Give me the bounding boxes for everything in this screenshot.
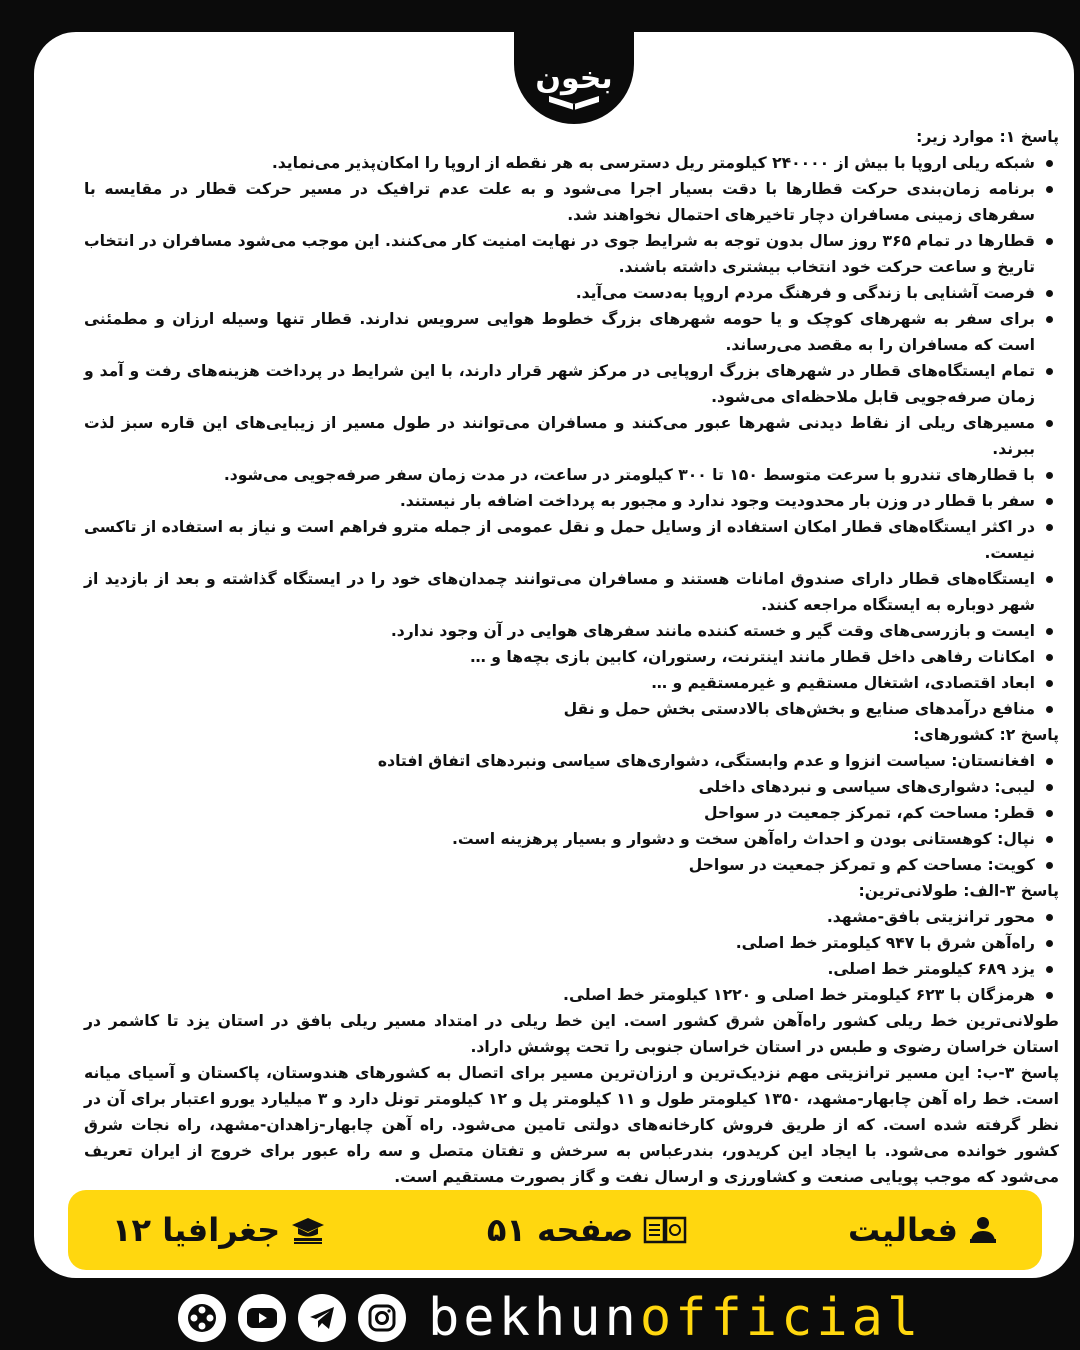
list-item: نپال: کوهستانی بودن و احداث راه‌آهن سخت و دشوار و بسیار پرهزینه است. [84,826,1035,852]
activity-label-group [848,1211,998,1249]
telegram-icon[interactable] [298,1294,346,1342]
list-item: محور ترانزیتی بافق-مشهد. [84,904,1035,930]
open-book-icon [643,1215,687,1245]
list-item: منافع درآمدهای صنایع و بخش‌های بالادستی بخش حمل و نقل [84,696,1035,722]
list-item: تمام ایستگاه‌های قطار در شهرهای بزرگ اروپایی در مرکز شهر قرار دارند، با این شرایط در پرداخت هزینه‌های رفت و آمد و زمان صرفه‌جویی قابل ملاحظه‌ای می‌شود. [84,358,1035,410]
svg-text:بخون: بخون [535,61,613,96]
answer3a-paragraph: طولانی‌ترین خط ریلی کشور راه‌آهن شرق کشور است. این خط ریلی در امتداد مسیر ریلی بافق در استان یزد تا کاشمر در استان خراسان رضوی و طبس در استان خراسان جنوبی را تحت پوشش داراد. [84,1012,1059,1056]
list-item: لیبی: دشواری‌های سیاسی و نبردهای داخلی [84,774,1035,800]
social-icons [178,1294,406,1342]
list-item: فرصت آشنایی با زندگی و فرهنگ مردم اروپا به‌دست می‌آید. [84,280,1035,306]
answer2-heading: پاسخ ۲: کشورهای: [913,726,1059,744]
answer3a-heading: پاسخ ۳-الف: طولانی‌ترین: [858,882,1059,900]
page-label-group [487,1211,688,1249]
list-item: هرمزگان با ۶۲۳ کیلومتر خط اصلی و ۱۲۲۰ کیلومتر خط اصلی. [84,982,1035,1008]
subject-label: جغرافیا ۱۲ [112,1211,281,1249]
content-card [34,32,1074,1278]
brand-name-part2: official [639,1288,923,1348]
list-item: با قطارهای تندرو با سرعت متوسط ۱۵۰ تا ۳۰۰ کیلومتر در ساعت، در مدت زمان سفر صرفه‌جویی می‌شود. [84,462,1035,488]
graduation-cap-icon [290,1215,326,1245]
list-item: در اکثر ایستگاه‌های قطار امکان استفاده از وسایل حمل و نقل عمومی از جمله مترو فراهم است و نیاز به استفاده از تاکسی نیست. [84,514,1035,566]
film-reel-icon[interactable] [178,1294,226,1342]
page-label: صفحه ۵۱ [486,1211,634,1249]
answer1-heading: پاسخ ۱: موارد زیر: [916,128,1059,146]
instagram-icon[interactable] [358,1294,406,1342]
answer1-list [84,150,1059,722]
list-item: قطارها در تمام ۳۶۵ روز سال بدون توجه به شرایط جوی در نهایت امنیت کار می‌کنند. این موجب می‌شود مسافران در انتخاب تاریخ و ساعت حرکت خود انتخاب بیشتری داشته باشند. [84,228,1035,280]
brand-name-part1: bekhun [428,1288,640,1348]
activity-label: فعالیت [848,1211,958,1249]
list-item: برنامه زمان‌بندی حرکت قطارها با دقت بسیار اجرا می‌شود و به علت عدم ترافیک در مسیر حرکت قطار در مقایسه با سفرهای زمینی مسافران دچار تاخیرهای احتمال نخواهند شد. [84,176,1035,228]
list-item: شبکه ریلی اروپا با بیش از ۲۴۰۰۰۰ کیلومتر ریل دسترسی به هر نقطه از اروپا را امکان‌پذیر می‌نماید. [84,150,1035,176]
list-item: مسیرهای ریلی از نقاط دیدنی شهرها عبور می‌کنند و مسافران می‌توانند در طول مسیر از زیبایی‌های این قاره سبز لذت ببرند. [84,410,1035,462]
list-item: افغانستان: سیاست انزوا و عدم وابستگی، دشواری‌های سیاسی ونبردهای اتفاق افتاده [84,748,1035,774]
list-item: برای سفر به شهرهای کوچک و یا حومه شهرهای بزرگ خطوط هوایی سرویس ندارند. قطار تنها وسیله ارزان و مطمئنی است که مسافران را به مقصد می‌رساند. [84,306,1035,358]
brand-name [428,1288,922,1348]
bekhun-logo [514,32,634,124]
answers-content [84,124,1059,1190]
youtube-icon[interactable] [238,1294,286,1342]
bekhun-logo-icon [529,36,619,120]
list-item: امکانات رفاهی داخل قطار مانند اینترنت، رستوران، کابین بازی بچه‌ها و … [84,644,1035,670]
answer3a-list [84,904,1059,1008]
list-item: ابعاد اقتصادی، اشتغال مستقیم و غیرمستقیم و … [84,670,1035,696]
list-item: ایست و بازرسی‌های وقت گیر و خسته کننده مانند سفرهای هوایی در آن وجود ندارد. [84,618,1035,644]
list-item: یزد ۶۸۹ کیلومتر خط اصلی. [84,956,1035,982]
list-item: ایستگاه‌های قطار دارای صندوق امانات هستند و مسافران می‌توانند چمدان‌های خود را در ایستگاه گذاشته و بعد از بازدید از شهر دوباره به ایستگاه مراجعه کنند. [84,566,1035,618]
list-item: کویت: مساحت کم و تمرکز جمعیت در سواحل [84,852,1035,878]
subject-label-group [112,1211,326,1249]
list-item: راه‌آهن شرق با ۹۴۷ کیلومتر خط اصلی. [84,930,1035,956]
list-item: قطر: مساحت کم، تمرکز جمعیت در سواحل [84,800,1035,826]
answer2-list [84,748,1059,878]
teacher-icon [968,1215,998,1245]
answer3b-paragraph: پاسخ ۳-ب: این مسیر ترانزیتی مهم نزدیک‌ترین و ارزان‌ترین مسیر برای اتصال به کشورهای هندوستان، پاکستان و آسیای میانه است. خط راه آهن چابهار-مشهد، ۱۳۵۰ کیلومتر طول و ۱۱ کیلومتر پل و ۱۲ کیلومتر تونل دارد و ۳ میلیارد یورو اعتبار برای آن در نظر گرفته شده است. که از طریق فروش کارخانه‌های دولتی تامین می‌شود. راه آهن چابهار-زاهدان-مشهد، راه نجات شرق کشور خوانده می‌شود. با ایجاد این کریدور، بندرعباس به سرخش و تفتان متصل و سه راه عبور برای خروج از ایران تعریف می‌شود که موجب پویایی صنعت و کشاورزی و ارسال نفت و گاز بصورت مستقیم است. [84,1064,1059,1186]
list-item: سفر با قطار در وزن بار محدودیت وجود ندارد و مجبور به پرداخت اضافه بار نیستند. [84,488,1035,514]
footer [178,1288,923,1348]
bottom-info-bar [68,1190,1042,1270]
